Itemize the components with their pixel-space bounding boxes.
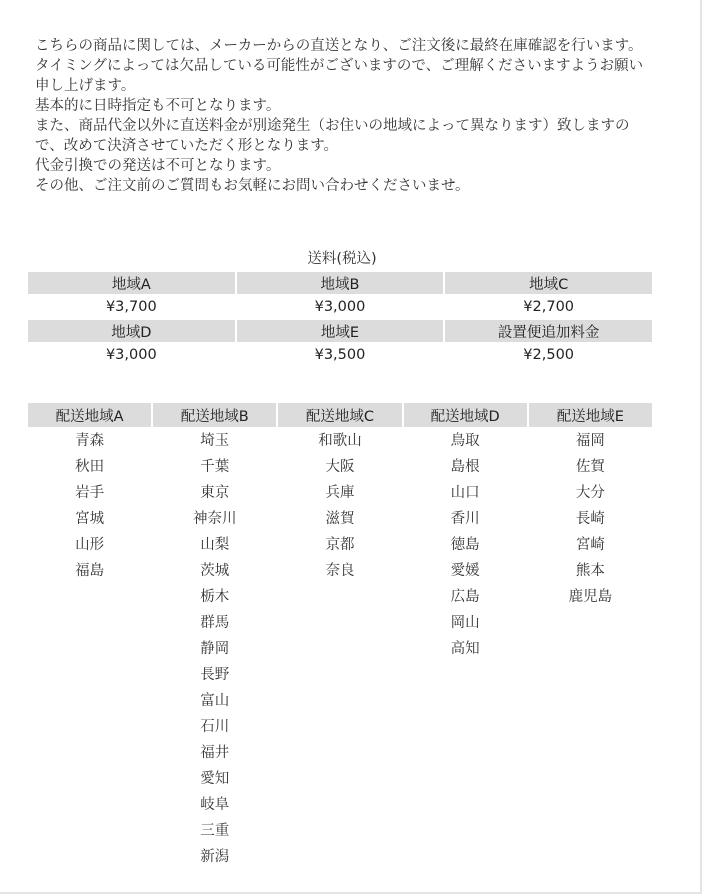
delivery-region-table bbox=[26, 403, 654, 870]
fee-value: ¥3,000 bbox=[28, 344, 235, 366]
prefecture-name: 香川 bbox=[450, 511, 480, 527]
region-prefecture-list bbox=[404, 427, 527, 870]
shipping-notice bbox=[35, 36, 650, 196]
notice-line: タイミングによっては欠品している可能性がございますので、ご理解くださいますようお願い申し上げます。 bbox=[35, 58, 644, 94]
prefecture-name: 岩手 bbox=[75, 485, 105, 501]
fee-value-row bbox=[28, 296, 652, 318]
prefecture-name: 岡山 bbox=[450, 615, 480, 631]
region-column-header: 配送地域E bbox=[529, 403, 652, 427]
prefecture-name: 愛知 bbox=[200, 771, 230, 787]
fee-value: ¥3,000 bbox=[237, 296, 444, 318]
prefecture-name: 山梨 bbox=[200, 537, 230, 553]
fee-region-header: 地域E bbox=[237, 320, 444, 342]
prefecture-name: 島根 bbox=[450, 459, 480, 475]
prefecture-name: 群馬 bbox=[200, 615, 230, 631]
region-prefecture-list bbox=[529, 427, 652, 870]
prefecture-name: 石川 bbox=[200, 719, 230, 735]
notice-line: こちらの商品に関しては、メーカーからの直送となり、ご注文後に最終在庫確認を行います。 bbox=[35, 38, 643, 54]
prefecture-name: 佐賀 bbox=[575, 459, 605, 475]
prefecture-name: 福岡 bbox=[575, 433, 605, 449]
prefecture-name: 愛媛 bbox=[450, 563, 480, 579]
shipping-fee-caption: 送料(税込) bbox=[307, 251, 377, 267]
fee-region-header: 地域D bbox=[28, 320, 235, 342]
prefecture-name: 熊本 bbox=[575, 563, 605, 579]
prefecture-name: 青森 bbox=[75, 433, 105, 449]
notice-line: また、商品代金以外に直送料金が別途発生（お住いの地域によって異なります）致しますので、改めて決済させていただく形となります。 bbox=[35, 118, 630, 154]
prefecture-name: 滋賀 bbox=[325, 511, 355, 527]
notice-line: 基本的に日時指定も不可となります。 bbox=[35, 98, 281, 114]
fee-header-row bbox=[28, 272, 652, 294]
prefecture-name: 新潟 bbox=[200, 849, 230, 865]
prefecture-name: 京都 bbox=[325, 537, 355, 553]
prefecture-name: 鹿児島 bbox=[568, 589, 613, 605]
shipping-fee-section bbox=[28, 249, 656, 368]
prefecture-name: 三重 bbox=[200, 823, 230, 839]
shipping-fee-table bbox=[26, 270, 654, 368]
fee-value: ¥2,500 bbox=[445, 344, 652, 366]
region-column-header: 配送地域C bbox=[278, 403, 401, 427]
region-header-row bbox=[28, 403, 652, 427]
prefecture-name: 山形 bbox=[75, 537, 105, 553]
prefecture-name: 宮崎 bbox=[575, 537, 605, 553]
prefecture-name: 茨城 bbox=[200, 563, 230, 579]
prefecture-name: 大阪 bbox=[325, 459, 355, 475]
prefecture-name: 鳥取 bbox=[450, 433, 480, 449]
prefecture-name: 高知 bbox=[450, 641, 480, 657]
prefecture-name: 宮城 bbox=[75, 511, 105, 527]
region-column-header: 配送地域D bbox=[404, 403, 527, 427]
prefecture-name: 秋田 bbox=[75, 459, 105, 475]
prefecture-name: 奈良 bbox=[325, 563, 355, 579]
notice-line: 代金引換での発送は不可となります。 bbox=[35, 158, 281, 174]
prefecture-name: 山口 bbox=[450, 485, 480, 501]
region-prefecture-list bbox=[278, 427, 401, 870]
fee-region-header: 地域B bbox=[237, 272, 444, 294]
prefecture-name: 大分 bbox=[575, 485, 605, 501]
prefecture-name: 神奈川 bbox=[193, 511, 237, 527]
prefecture-name: 富山 bbox=[200, 693, 230, 709]
fee-value: ¥3,500 bbox=[237, 344, 444, 366]
prefecture-name: 広島 bbox=[450, 589, 480, 605]
fee-region-header: 地域A bbox=[28, 272, 235, 294]
fee-region-header: 設置便追加料金 bbox=[445, 320, 652, 342]
prefecture-name: 静岡 bbox=[200, 641, 230, 657]
prefecture-name: 兵庫 bbox=[325, 485, 355, 501]
prefecture-name: 岐阜 bbox=[200, 797, 230, 813]
region-prefecture-row bbox=[28, 427, 652, 870]
fee-region-header: 地域C bbox=[445, 272, 652, 294]
prefecture-name: 長崎 bbox=[575, 511, 605, 527]
fee-header-row bbox=[28, 320, 652, 342]
prefecture-name: 埼玉 bbox=[200, 433, 230, 449]
prefecture-name: 栃木 bbox=[200, 589, 230, 605]
prefecture-name: 千葉 bbox=[200, 459, 230, 475]
prefecture-name: 徳島 bbox=[450, 537, 480, 553]
fee-value: ¥3,700 bbox=[28, 296, 235, 318]
region-prefecture-list bbox=[28, 427, 151, 870]
prefecture-name: 福島 bbox=[75, 563, 105, 579]
region-prefecture-list bbox=[153, 427, 276, 870]
fee-value-row bbox=[28, 344, 652, 366]
prefecture-name: 和歌山 bbox=[318, 433, 362, 449]
notice-line: その他、ご注文前のご質問もお気軽にお問い合わせくださいませ。 bbox=[35, 178, 470, 194]
region-column-header: 配送地域A bbox=[28, 403, 151, 427]
prefecture-name: 東京 bbox=[200, 485, 230, 501]
delivery-regions-section bbox=[28, 403, 656, 870]
prefecture-name: 長野 bbox=[200, 667, 230, 683]
prefecture-name: 福井 bbox=[200, 745, 230, 761]
fee-value: ¥2,700 bbox=[445, 296, 652, 318]
region-column-header: 配送地域B bbox=[153, 403, 276, 427]
